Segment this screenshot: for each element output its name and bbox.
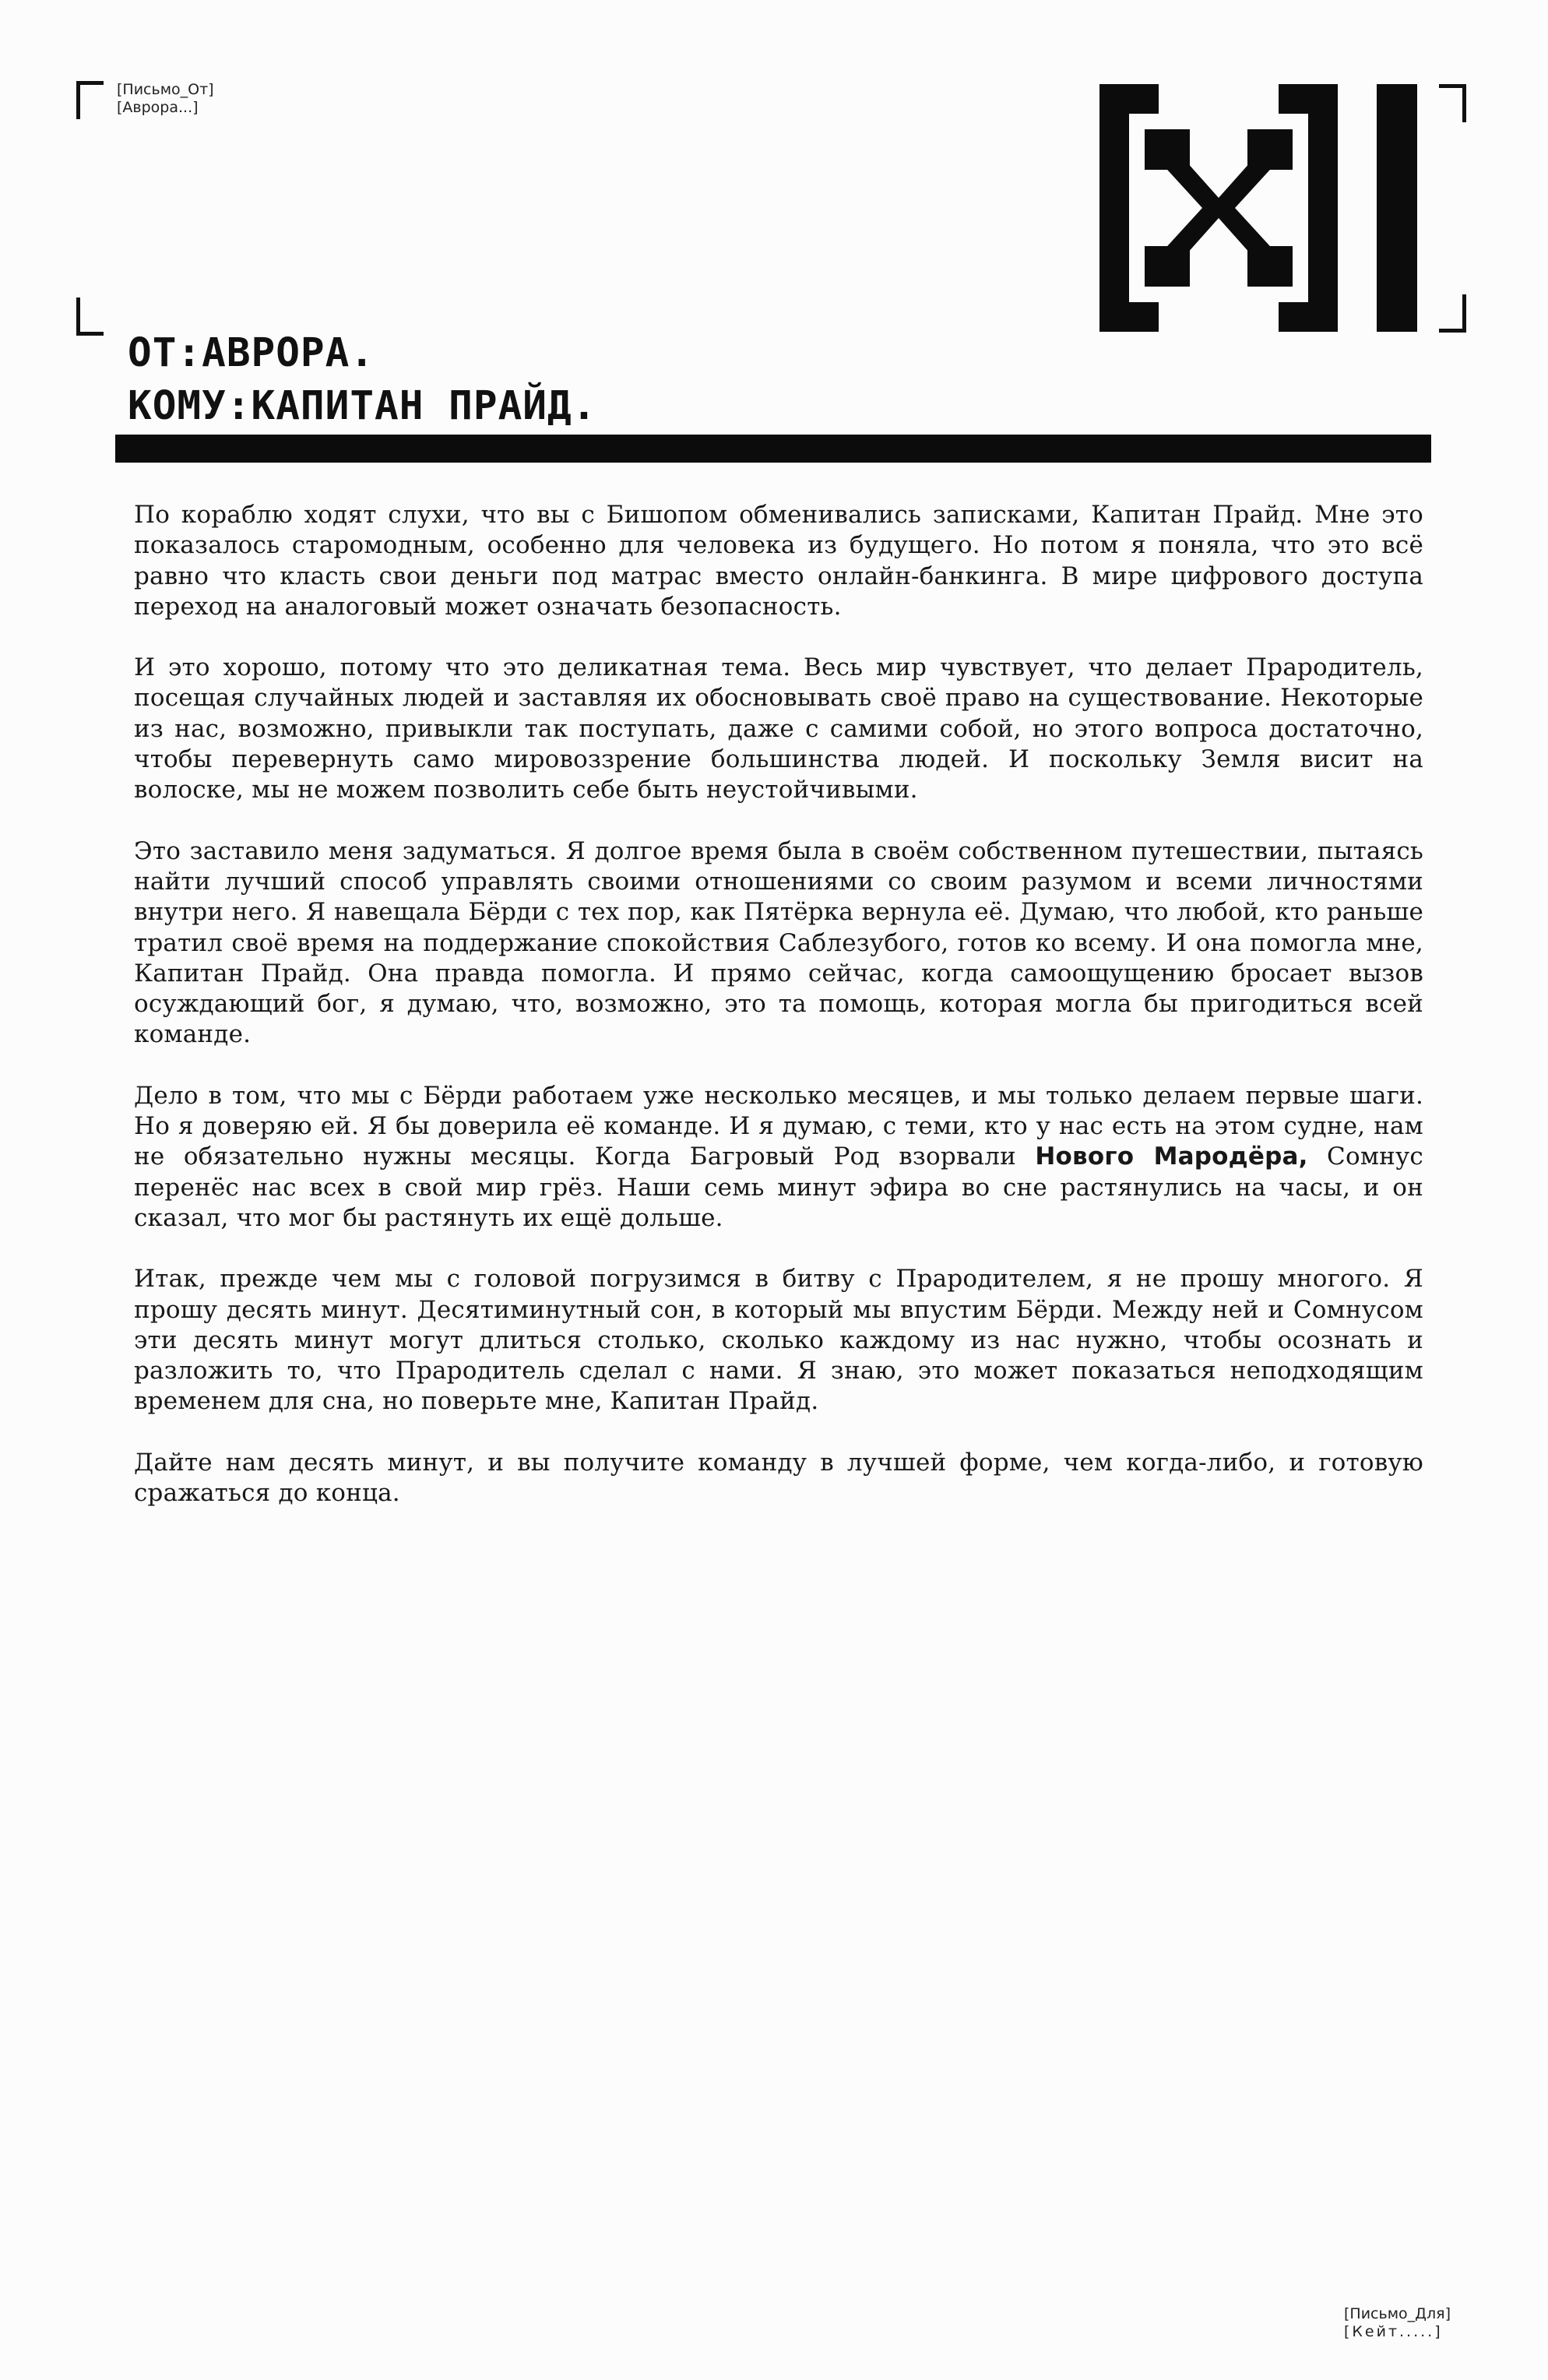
letter-text: Дело в том, что мы с Бёрди работаем уже несколько месяцев, и мы только делаем первые шаги. Но я доверяю ей. Я бы доверила её команде. И я думаю, с теми, кто у нас есть на этом судне, нам не обязательно нужны месяцы. Когда Багровый Род взорвали [134,1081,1423,1171]
sender-meta-label: [Письмо_От] [117,81,214,98]
letter-paragraph: По кораблю ходят слухи, что вы с Бишопом обменивались записками, Капитан Прайд. Мне это показалось старомодным, особенно для человека из будущего. Но потом я поняла, что это всё равно что класть свои деньги под матрас вместо онлайн-банкинга. В мире цифрового доступа переход на аналоговый может означать безопасность. [134,501,1423,621]
sender-meta [117,81,214,117]
letter-paragraph [134,1081,1423,1234]
corner-bracket-top-right [1439,84,1466,122]
letter-paragraph: Итак, прежде чем мы с головой погрузимся в битву с Прародителем, я не прошу многого. Я прошу десять минут. Десятиминутный сон, в который мы впустим Бёрди. Между ней и Сомнусом эти десять минут могут длиться столько, сколько каждому из нас нужно, чтобы осознать и разложить то, что Прародитель сделал с нами. Я знаю, это может показаться неподходящим временем для сна, но поверьте мне, Капитан Прайд. [134,1265,1423,1416]
recipient-meta-label: [Письмо_Для] [1344,2305,1451,2322]
letter-paragraph: И это хорошо, потому что это деликатная тема. Весь мир чувствует, что делает Прародитель, посещая случайных людей и заставляя их обосновывать своё право на существование. Некоторые из нас, возможно, привыкли так поступать, даже с самими собой, но этого вопроса достаточно, чтобы перевернуть само мировоззрение большинства людей. И поскольку Земля висит на волоске, мы не можем позволить себе быть неустойчивыми. [134,653,1423,804]
recipient-meta-name: [Кейт.....] [1344,2323,1443,2340]
sender-meta-name: [Аврора...] [117,99,199,116]
letter-body [134,500,1423,1539]
x-men-bracket-logo [1099,84,1417,332]
letter-bold-text: Нового Мародёра, [1035,1142,1308,1171]
header-divider-bar [115,435,1431,463]
header-from: ОТ:АВРОРА. [128,330,375,376]
header-to: КОМУ:КАПИТАН ПРАЙД. [128,383,597,429]
corner-bracket-bottom-left [76,298,104,336]
recipient-meta [1344,2305,1451,2341]
corner-bracket-top-left [76,81,104,119]
letter-paragraph: Это заставило меня задуматься. Я долгое время была в своём собственном путешествии, пытаясь найти лучший способ управлять своими отношениями со своим разумом и всеми личностями внутри него. Я навещала Бёрди с тех пор, как Пятёрка вернула её. Думаю, что любой, кто раньше тратил своё время на поддержание спокойствия Саблезубого, готов ко всему. И она помогла мне, Капитан Прайд. Она правда помогла. И прямо сейчас, когда самоощущению бросает вызов осуждающий бог, я думаю, что, возможно, это та помощь, которая могла бы пригодиться всей команде. [134,836,1423,1049]
letter-text: Сомнус перенёс нас всех в свой мир грёз. Наши семь минут эфира во сне растянулись на часы, и он сказал, что мог бы растянуть их ещё дольше. [134,1142,1423,1232]
letter-header [128,327,596,433]
letter-paragraph: Дайте нам десять минут, и вы получите команду в лучшей форме, чем когда-либо, и готовую сражаться до конца. [134,1448,1423,1508]
corner-bracket-bottom-right [1439,294,1466,333]
